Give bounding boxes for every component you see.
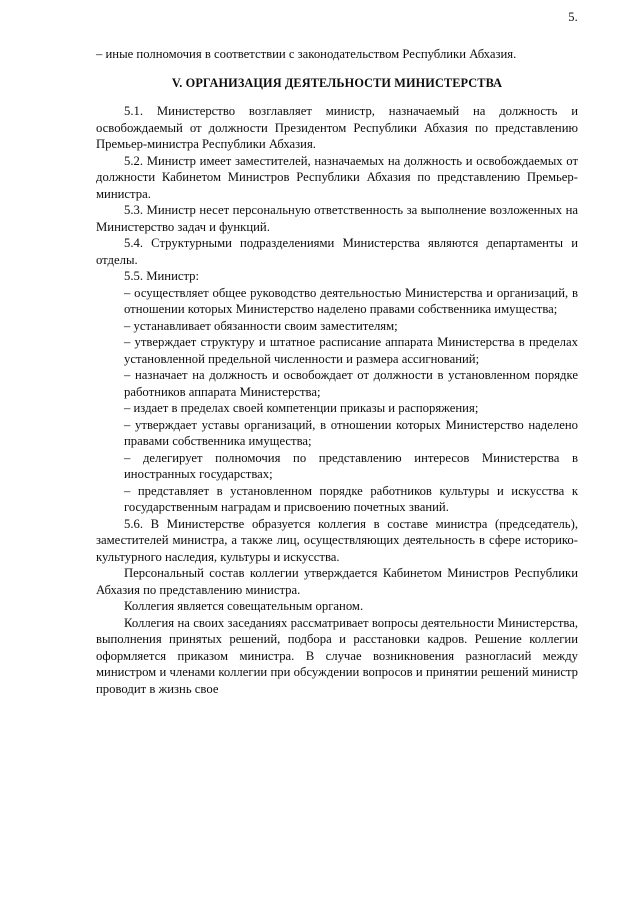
- paragraph-5-2: 5.2. Министр имеет заместителей, назначаемых на должность и освобождаемых от должности Кабинетом Министров Республики Абхазия по представлению Премьер-министра.: [96, 153, 578, 201]
- paragraph-5-3: 5.3. Министр несет персональную ответственность за выполнение возложенных на Министерство задач и функций.: [96, 203, 578, 234]
- section-heading: V. ОРГАНИЗАЦИЯ ДЕЯТЕЛЬНОСТИ МИНИСТЕРСТВА: [171, 75, 503, 90]
- list-item: – утверждает уставы организаций, в отношении которых Министерство наделено правами собственника имущества;: [124, 417, 578, 449]
- list-item: – устанавливает обязанности своим заместителям;: [124, 318, 398, 333]
- paragraph-5-6: 5.6. В Министерстве образуется коллегия в составе министра (председатель), заместителей министра, а также лиц, осуществляющих деятельность в сфере историко-культурного наследия, культуры и искусства.: [96, 516, 578, 564]
- page-number: 5.: [568, 10, 578, 24]
- list-item: – делегирует полномочия по представлению интересов Министерства в иностранных государствах;: [124, 450, 578, 482]
- paragraph-collegium-advisory: Коллегия является совещательным органом.: [124, 599, 364, 614]
- paragraph-collegium-composition: Персональный состав коллегии утверждается Кабинетом Министров Республики Абхазия по представлению министра.: [96, 566, 578, 597]
- paragraph-5-5: 5.5. Министр:: [124, 269, 200, 284]
- list-item: – назначает на должность и освобождает от должности в установленном порядке работников аппарата Министерства;: [124, 368, 578, 399]
- list-item: – осуществляет общее руководство деятельностью Министерства и организаций, в отношении которых Министерство наделено правами собственника имущества;: [124, 285, 578, 317]
- paragraph-other-powers: – иные полномочия в соответствии с законодательством Республики Абхазия.: [96, 47, 517, 61]
- minister-powers-list: [124, 285, 578, 516]
- list-item: – представляет в установленном порядке работников культуры и искусства к государственным наградам и присвоению почетных званий.: [124, 483, 578, 515]
- list-item: – утверждает структуру и штатное расписание аппарата Министерства в пределах установленной предельной численности и размера ассигнований;: [124, 335, 578, 366]
- paragraph-5-1: 5.1. Министерство возглавляет министр, назначаемый на должность и освобождаемый от должности Президентом Республики Абхазия по представлению Премьер-министра Республики Абхазия.: [96, 104, 578, 152]
- list-item: – издает в пределах своей компетенции приказы и распоряжения;: [124, 401, 479, 416]
- document-body: [96, 46, 578, 697]
- paragraph-5-4: 5.4. Структурными подразделениями Министерства являются департаменты и отделы.: [96, 236, 578, 267]
- paragraph-collegium-meetings: Коллегия на своих заседаниях рассматривает вопросы деятельности Министерства, выполнения принятых решений, подбора и расстановки кадров. Решение коллегии оформляется приказом министра. В случае возникновения разногласий между министром и членами коллегии при обсуждении вопросов и принятии решений министр проводит в жизнь свое: [96, 615, 578, 696]
